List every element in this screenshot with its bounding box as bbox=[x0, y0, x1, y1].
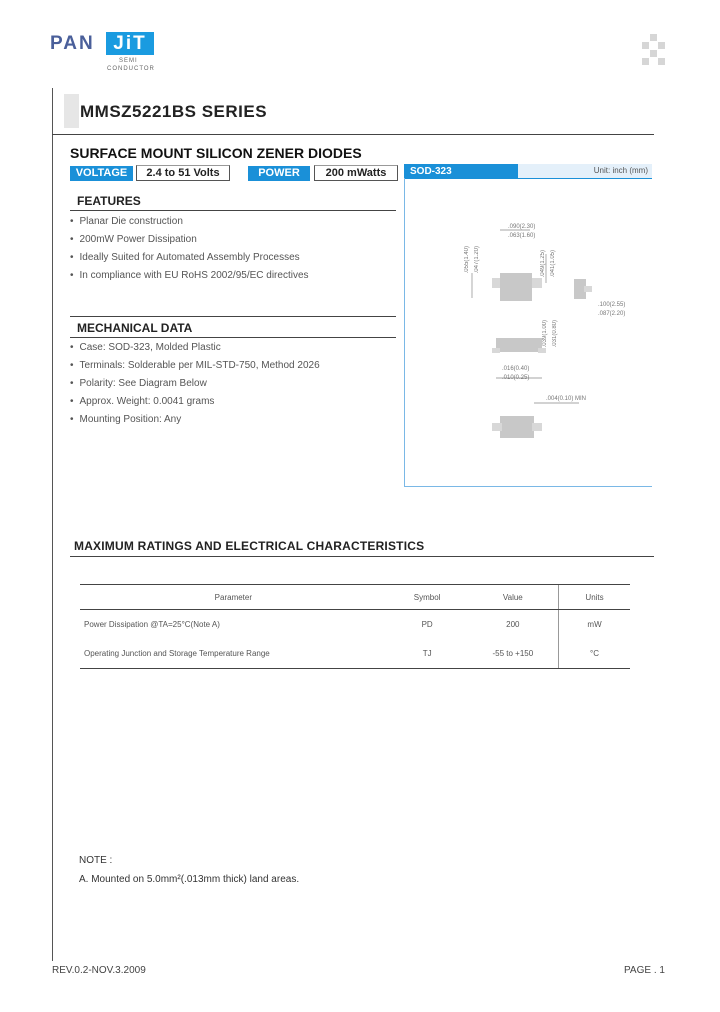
list-item: • Mounting Position: Any bbox=[70, 411, 400, 429]
list-item: • Polarity: See Diagram Below bbox=[70, 375, 400, 393]
voltage-label: VOLTAGE bbox=[70, 166, 133, 181]
frame-top-rule bbox=[52, 134, 654, 135]
table-row bbox=[80, 610, 630, 640]
col-units: Units bbox=[559, 585, 630, 610]
page-subtitle: SURFACE MOUNT SILICON ZENER DIODES bbox=[70, 145, 362, 161]
col-symbol: Symbol bbox=[387, 585, 468, 610]
list-item: • Ideally Suited for Automated Assembly Processes bbox=[70, 249, 400, 267]
cell-units: °C bbox=[559, 639, 630, 669]
list-item: • Case: SOD-323, Molded Plastic bbox=[70, 339, 400, 357]
dim-label: .016(0.40) bbox=[502, 366, 530, 372]
dim-label: .100(2.55) bbox=[598, 302, 626, 308]
col-value: Value bbox=[468, 585, 559, 610]
dim-label: .004(0.10) MIN bbox=[546, 396, 587, 402]
dim-label: .090(2.30) bbox=[508, 224, 536, 230]
dim-label: .049(1.25) bbox=[540, 250, 546, 278]
power-label: POWER bbox=[248, 166, 310, 181]
features-heading: FEATURES bbox=[77, 194, 141, 208]
voltage-value: 2.4 to 51 Volts bbox=[136, 165, 230, 181]
dim-label: .047(1.20) bbox=[474, 246, 480, 274]
frame-left-rule bbox=[52, 88, 53, 961]
dim-label: .063(1.60) bbox=[508, 233, 536, 239]
revision-label: REV.0.2-NOV.3.2009 bbox=[52, 965, 146, 976]
logo-pan: PAN bbox=[50, 33, 95, 54]
logo-sub-semi: SEMI bbox=[119, 58, 138, 64]
features-rule bbox=[70, 210, 396, 211]
series-marker bbox=[64, 94, 79, 128]
table-header-row bbox=[80, 585, 630, 610]
cell-value: 200 bbox=[506, 620, 520, 629]
mechanical-heading: MECHANICAL DATA bbox=[77, 321, 193, 335]
package-label: SOD-323 bbox=[404, 164, 518, 179]
dim-label: .039(1.00) bbox=[542, 320, 548, 348]
cell-symbol: TJ bbox=[387, 639, 468, 669]
ratings-title: MAXIMUM RATINGS AND ELECTRICAL CHARACTERISTICS bbox=[74, 539, 425, 553]
dim-label: .055(1.40) bbox=[464, 246, 470, 274]
table-row bbox=[80, 639, 630, 669]
ratings-table bbox=[80, 584, 630, 669]
ratings-title-rule bbox=[70, 556, 654, 557]
list-item: • Planar Die construction bbox=[70, 213, 400, 231]
col-parameter: Parameter bbox=[80, 585, 387, 610]
logo-sub-conductor: CONDUCTOR bbox=[107, 66, 155, 72]
cell-parameter: Operating Junction and Storage Temperature Range bbox=[80, 639, 387, 669]
page-number: PAGE . 1 bbox=[624, 965, 665, 976]
cell-symbol: PD bbox=[421, 620, 433, 629]
note-heading: NOTE : bbox=[79, 855, 113, 866]
list-item: • In compliance with EU RoHS 2002/95/EC directives bbox=[70, 267, 400, 285]
features-list bbox=[70, 213, 400, 285]
dim-label: .010(0.25) bbox=[502, 375, 530, 381]
package-unit: Unit: inch (mm) bbox=[593, 166, 648, 175]
dim-label: .087(2.20) bbox=[598, 311, 626, 317]
cell-parameter: Power Dissipation @TA=25°C(Note A) bbox=[84, 620, 220, 629]
dim-label: .041(1.05) bbox=[550, 250, 556, 278]
logo-jit: JiT bbox=[106, 32, 154, 55]
cell-value: -55 to +150 bbox=[468, 639, 559, 669]
dim-label: .031(0.80) bbox=[552, 320, 558, 348]
power-value: 200 mWatts bbox=[314, 165, 398, 181]
mechanical-list bbox=[70, 339, 400, 429]
list-item: • Approx. Weight: 0.0041 grams bbox=[70, 393, 400, 411]
series-title: MMSZ5221BS SERIES bbox=[80, 102, 268, 121]
mechanical-top-rule bbox=[70, 316, 396, 317]
mechanical-rule bbox=[70, 337, 396, 338]
note-text: A. Mounted on 5.0mm²(.013mm thick) land areas. bbox=[79, 874, 300, 885]
list-item: • Terminals: Solderable per MIL-STD-750, Method 2026 bbox=[70, 357, 400, 375]
cell-units: mW bbox=[559, 610, 630, 640]
list-item: • 200mW Power Dissipation bbox=[70, 231, 400, 249]
